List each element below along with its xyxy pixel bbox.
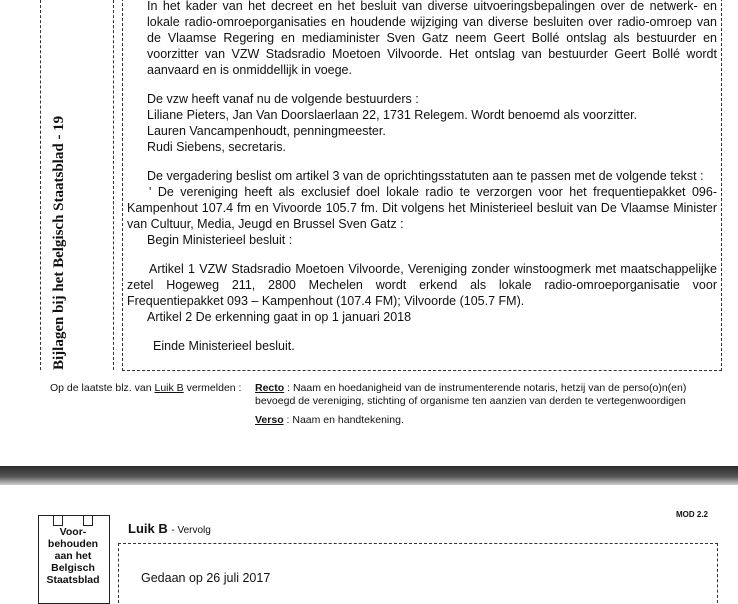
content-frame-2 — [118, 543, 718, 603]
stamp-tab — [53, 515, 63, 526]
directors-intro: De vzw heeft vanaf nu de volgende bestuurders : — [147, 92, 419, 106]
page-separator — [0, 466, 738, 485]
mod-version: MOD 2.2 — [676, 510, 709, 519]
body-text — [127, 0, 717, 354]
signed-date: Gedaan op 26 juli 2017 — [141, 571, 271, 585]
sidebar-margin — [40, 0, 114, 370]
sidebar-vertical-text: Bijlagen bij het Belgisch Staatsblad - 19 — [51, 115, 67, 370]
recto-text: : Naam en hoedanigheid van de instrumenterende notaris, hetzij van de perso(o)n(en) bevoegd de vereniging, stichting of organisme ten aanzien van derden te vertegenwoordigen — [255, 382, 687, 407]
footnote-recto — [255, 382, 725, 427]
begin-decree: Begin Ministerieel besluit : — [147, 233, 293, 247]
meeting-decision: De vergadering beslist om artikel 3 van de oprichtingsstatuten aan te passen met de volgende tekst : — [147, 169, 704, 183]
footnote — [50, 382, 730, 427]
content-frame — [122, 0, 722, 371]
stamp-tab — [83, 515, 93, 526]
director-line: Lauren Vancampenhoudt, penningmeester. — [147, 124, 386, 138]
director-line: Rudi Siebens, secretaris. — [147, 140, 286, 154]
article-1: Artikel 1 VZW Stadsradio Moetoen Vilvoorde, Vereniging zonder winstoogmerk met maatschappelijke zetel Hogeweg 211, 2800 Mechelen wordt erkend als lokale radio-omroeporganisatie voor Frequentiepakket 093 – Kampenhout (107.4 FM); Vilvoorde (105.7 FM). — [127, 262, 717, 308]
luik-b-ref: Luik B — [154, 382, 184, 394]
luik-b-heading: Luik B - Vervolg — [128, 521, 211, 536]
verso-label: Verso — [255, 414, 284, 426]
document-page-2 — [0, 485, 738, 602]
footnote-lead: Op de laatste blz. van Luik B vermelden : — [50, 382, 242, 394]
recto-label: Recto — [255, 382, 285, 394]
verso-text: : Naam en handtekening. — [286, 414, 404, 426]
director-line: Liliane Pieters, Jan Van Doorslaerlaan 22, 1731 Relegem. Wordt benoemd als voorzitter. — [147, 108, 638, 122]
stamp-text: Voor- behouden aan het Belgisch Staatsblad — [46, 526, 100, 586]
reserved-stamp — [38, 515, 110, 604]
article-quote: ' De vereniging heeft als exclusief doel lokale radio te verzorgen voor het frequentiepakket 096- Kampenhout 107.4 fm en Vivoorde 105.7 fm. Dit volgens het Ministerieel besluit van De Vlaamse Minister van Cultuur, Media, Jeugd en Brussel Sven Gatz : — [127, 185, 717, 231]
paragraph-resignation: In het kader van het decreet en het besluit van diverse uitvoeringsbepalingen over de netwerk- en lokale radio-omroeporganisaties en houdende wijziging van diverse besluiten over radio-omroep van de Vlaamse Regering en mediaminister Sven Gatz neem Geert Bollé ontslag als bestuurder en voorzitter van VZW Stadsradio Moetoen Vilvoorde. Het ontslag van bestuurder Geert Bollé wordt aanvaard en is onmiddellijk in voege. — [147, 0, 717, 77]
footnote-verso — [255, 414, 725, 427]
end-decree: Einde Ministerieel besluit. — [153, 339, 295, 353]
article-2: Artikel 2 De erkenning gaat in op 1 januari 2018 — [147, 310, 412, 324]
